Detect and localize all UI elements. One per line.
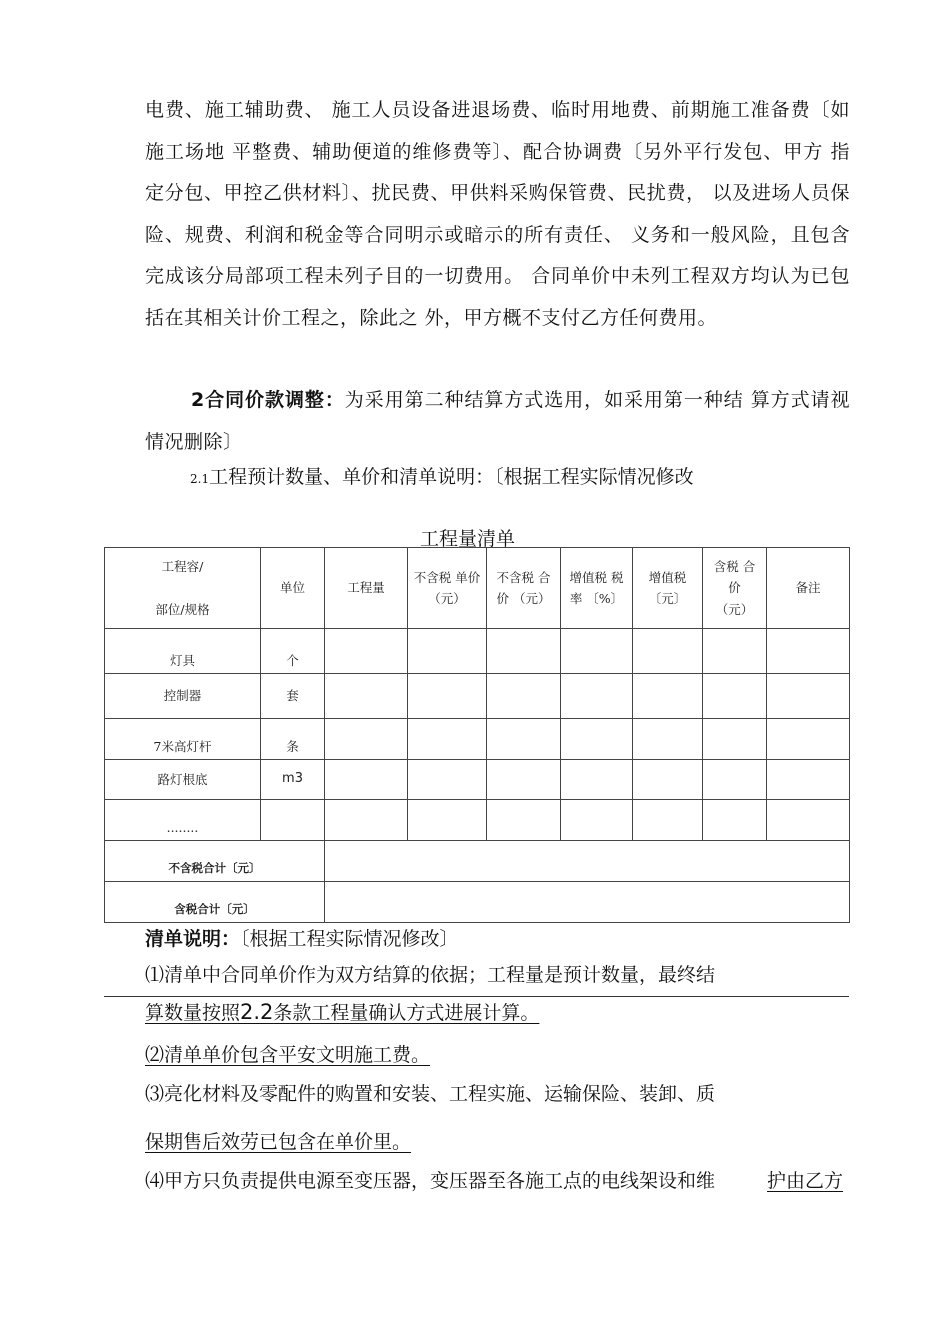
- header-item: 工程容/ 部位/规格: [105, 548, 261, 629]
- note-1b: 算数量按照2.2条款工程量确认方式进展计算。: [145, 1000, 540, 1024]
- sum-inc-row: [105, 882, 850, 923]
- table-row: [105, 674, 850, 719]
- divider: [104, 996, 849, 997]
- notes-title: [145, 924, 459, 951]
- note-1a: ⑴清单中合同单价作为双方结算的依据；工程量是预计数量，最终结: [145, 964, 716, 986]
- row-item: 灯具: [105, 629, 261, 674]
- header-total-ex: 不含税 合 价 （元）: [487, 548, 561, 629]
- sum-ex-label: 不含税合计〔元〕: [105, 841, 325, 882]
- row-item: 控制器: [105, 674, 261, 719]
- table-row: [105, 719, 850, 760]
- section-number: 2.1: [190, 472, 210, 486]
- row-unit: 个: [261, 629, 325, 674]
- price-adjust-paragraph: [145, 380, 850, 463]
- sum-ex-row: [105, 841, 850, 882]
- table-title: 工程量清单: [420, 528, 516, 550]
- header-price-ex: 不含税 单价 （元）: [408, 548, 487, 629]
- row-item: ........: [105, 800, 261, 841]
- row-unit: 条: [261, 719, 325, 760]
- header-tax-rate: 增值税 税 率 〔%〕: [561, 548, 633, 629]
- notes-title-rest: 〔根据工程实际情况修改〕: [240, 928, 459, 950]
- row-unit: [261, 800, 325, 841]
- note-4b: 护由乙方: [767, 1170, 844, 1192]
- row-unit: m3: [261, 760, 325, 800]
- note-3b: 保期售后效劳已包含在单价里。: [145, 1131, 412, 1153]
- price-adjust-heading: 2合同价款调整：: [191, 389, 345, 411]
- section-2-1: [190, 462, 694, 489]
- quantity-table: [104, 547, 850, 923]
- note-3a: ⑶亮化材料及零配件的购置和安装、工程实施、运输保险、装卸、质: [145, 1083, 716, 1105]
- table-row: [105, 629, 850, 674]
- row-unit: 套: [261, 674, 325, 719]
- row-item: 7米高灯杆: [105, 719, 261, 760]
- header-unit: 单位: [261, 548, 325, 629]
- row-item: 路灯根底: [105, 760, 261, 800]
- header-remark: 备注: [767, 548, 850, 629]
- note-2: ⑵清单单价包含平安文明施工费。: [145, 1044, 431, 1066]
- header-tax: 增值税 〔元〕: [633, 548, 703, 629]
- header-total-inc: 含税 合 价 （元）: [703, 548, 767, 629]
- table-row: [105, 800, 850, 841]
- notes-title-bold: 清单说明：: [145, 928, 241, 950]
- header-qty: 工程量: [325, 548, 408, 629]
- section-text: 工程预计数量、单价和清单说明：〔根据工程实际情况修改: [209, 466, 694, 488]
- intro-paragraph: 电费、施工辅助费、 施工人员设备进退场费、临时用地费、前期施工准备费〔如施工场地 平整费、辅助便道的维修费等〕、配合协调费〔另外平行发包、甲方 指定分包、甲控乙供材料〕、扰民费、甲供料采购保管费、民扰费， 以及进场人员保险、规费、利润和税金等合同明示或暗示的所有责任、 义务和一般风险，且包含完成该分局部项工程未列子目的一切费用。 合同单价中未列工程双方均认为已包括在其相关计价工程之，除此之 外，甲方概不支付乙方任何费用。: [145, 99, 850, 329]
- note-4a: ⑷甲方只负责提供电源至变压器，变压器至各施工点的电线架设和维: [145, 1170, 716, 1192]
- price-adjust-text: 为采用第二种结算方式选用，如采用第一种结 算方式请视情况删除〕: [145, 389, 850, 453]
- table-header-row: [105, 548, 850, 629]
- sum-inc-label: 含税合计〔元〕: [105, 882, 325, 923]
- table-row: [105, 760, 850, 800]
